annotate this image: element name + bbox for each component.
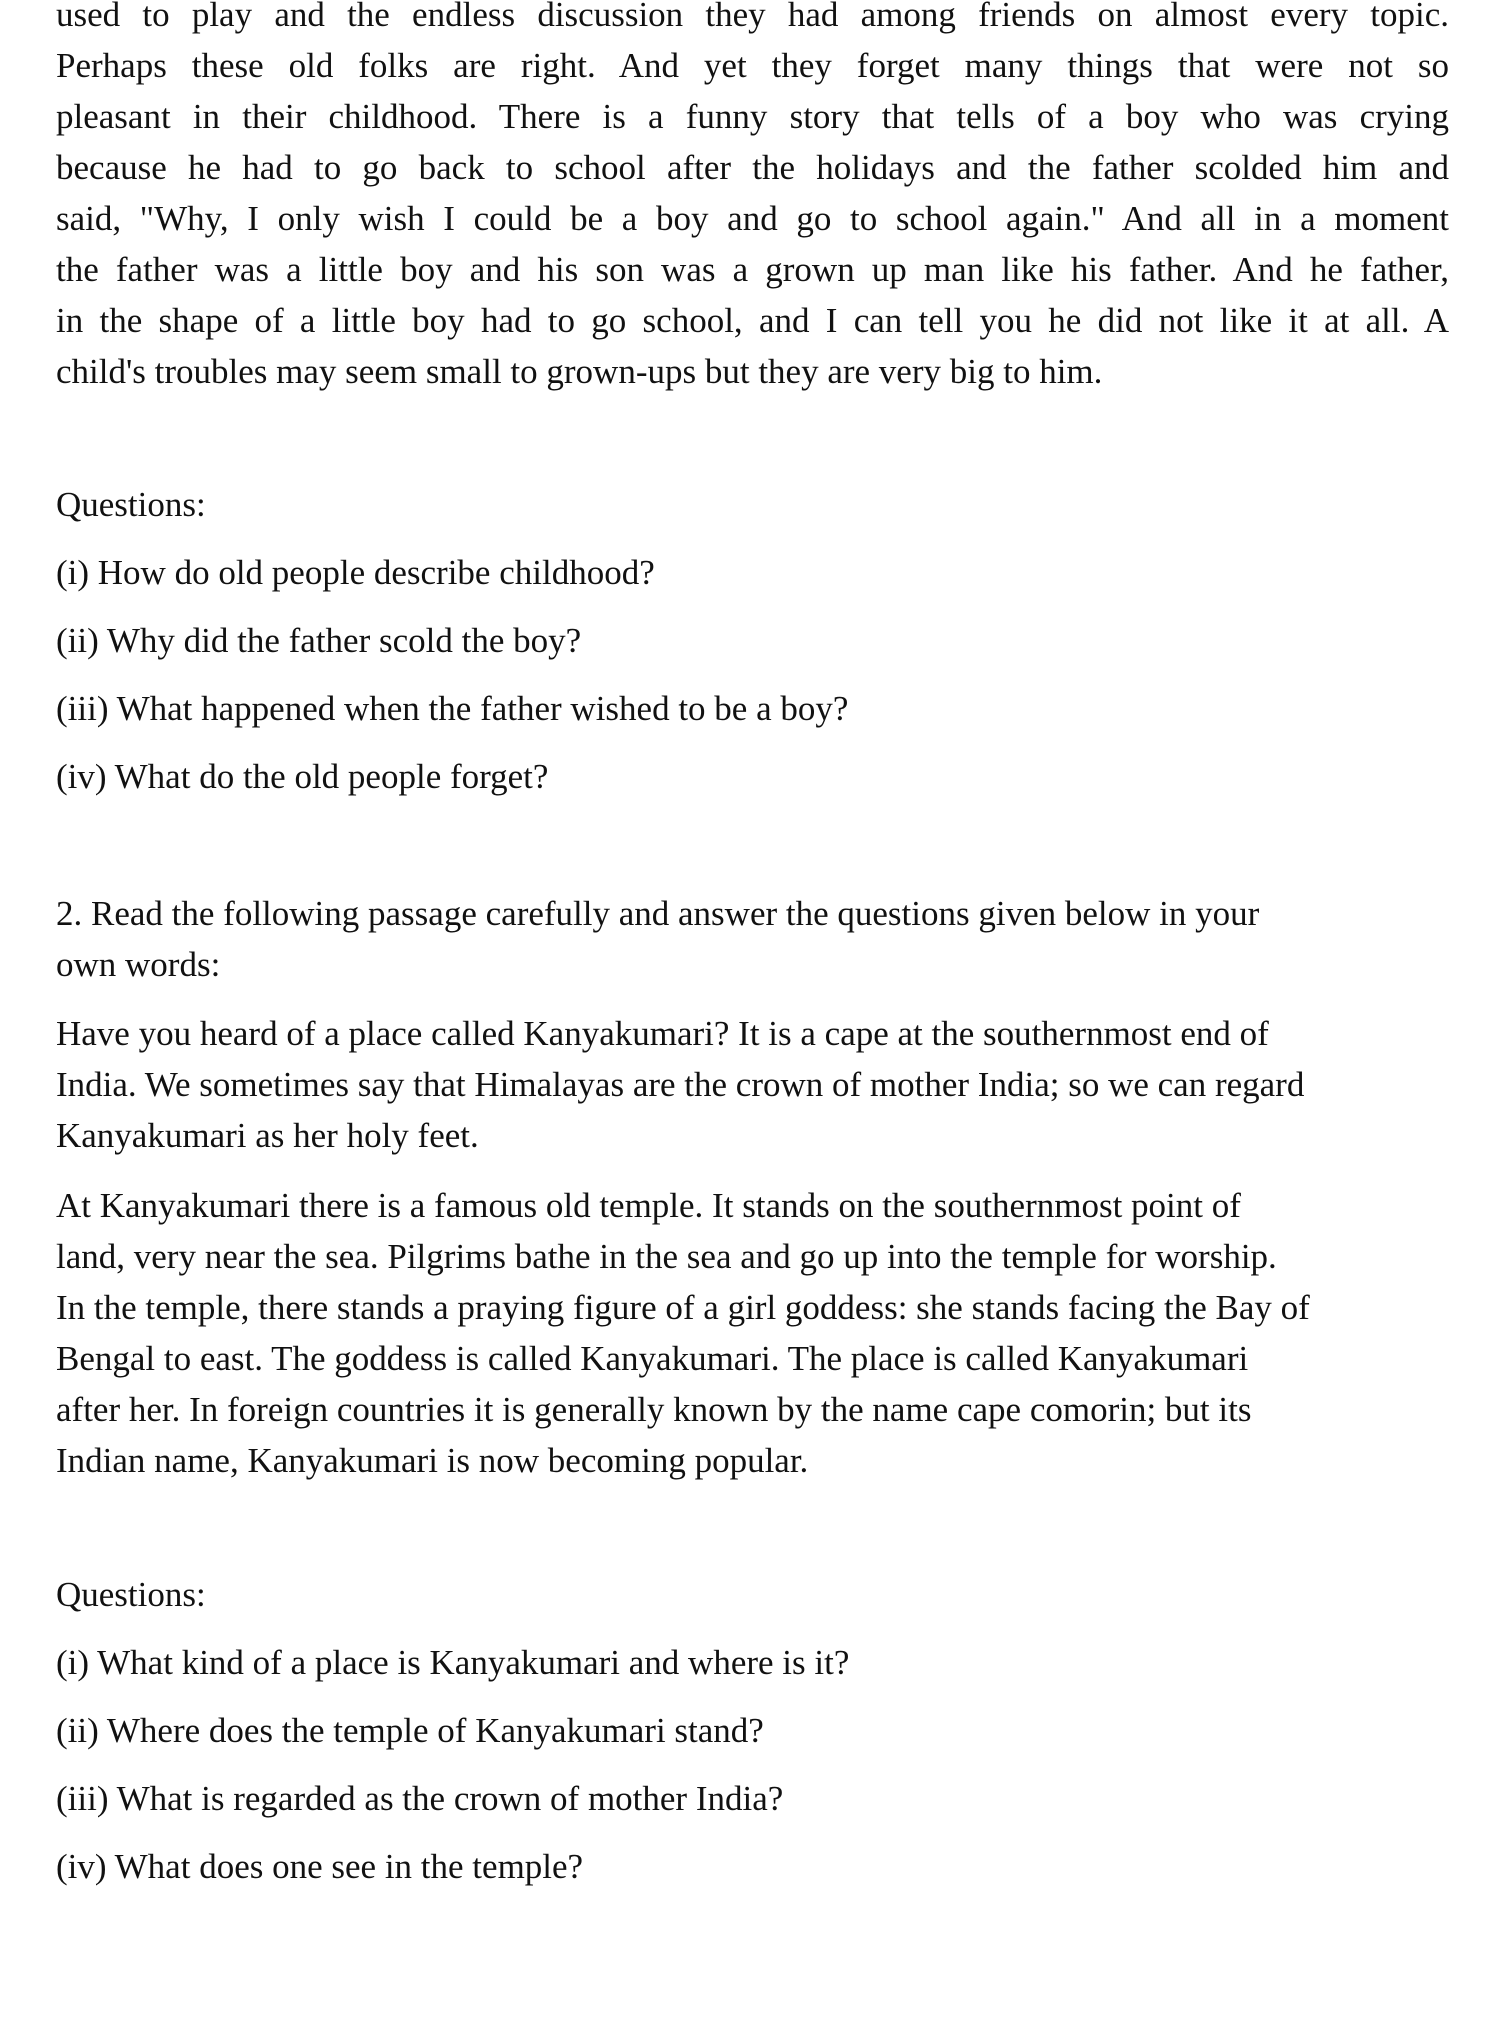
- passage-1: [56, 0, 1449, 397]
- questions-1-heading: Questions:: [56, 485, 206, 524]
- paragraph-line: Kanyakumari as her holy feet.: [56, 1116, 479, 1155]
- paragraph-line: At Kanyakumari there is a famous old temple. It stands on the southernmost point of: [56, 1186, 1241, 1225]
- questions-2-heading: Questions:: [56, 1575, 206, 1614]
- question-item: (iii) What is regarded as the crown of mother India?: [56, 1779, 784, 1818]
- passage-1-line: pleasant in their childhood. There is a funny story that tells of a boy who was crying: [56, 97, 1449, 136]
- passage-1-line: Perhaps these old folks are right. And yet they forget many things that were not so: [56, 46, 1449, 85]
- section-2-instruction: [56, 888, 1449, 990]
- passage-1-line: in the shape of a little boy had to go school, and I can tell you he did not like it at all. A: [56, 301, 1449, 340]
- question-item: (i) How do old people describe childhood?: [56, 553, 655, 592]
- paragraph-line: India. We sometimes say that Himalayas are the crown of mother India; so we can regard: [56, 1065, 1305, 1104]
- question-item: (ii) Where does the temple of Kanyakumari stand?: [56, 1711, 764, 1750]
- passage-1-line: the father was a little boy and his son was a grown up man like his father. And he father,: [56, 250, 1449, 289]
- passage-1-line: child's troubles may seem small to grown-ups but they are very big to him.: [56, 352, 1103, 391]
- paragraph-line: Bengal to east. The goddess is called Kanyakumari. The place is called Kanyakumari: [56, 1339, 1249, 1378]
- question-item: (ii) Why did the father scold the boy?: [56, 621, 582, 660]
- paragraph-line: after her. In foreign countries it is generally known by the name cape comorin; but its: [56, 1390, 1252, 1429]
- passage-1-line: said, "Why, I only wish I could be a boy and go to school again." And all in a moment: [56, 199, 1449, 238]
- instruction-line: 2. Read the following passage carefully and answer the questions given below in your: [56, 894, 1260, 933]
- question-item: (iv) What does one see in the temple?: [56, 1847, 584, 1886]
- question-item: (iv) What do the old people forget?: [56, 757, 549, 796]
- passage-1-line: used to play and the endless discussion they had among friends on almost every topic.: [56, 0, 1449, 34]
- question-item: (i) What kind of a place is Kanyakumari and where is it?: [56, 1643, 850, 1682]
- instruction-line: own words:: [56, 945, 221, 984]
- question-item: (iii) What happened when the father wished to be a boy?: [56, 689, 849, 728]
- paragraph-line: Have you heard of a place called Kanyakumari? It is a cape at the southernmost end of: [56, 1014, 1269, 1053]
- passage-2-paragraph-1: [56, 1008, 1449, 1161]
- paragraph-line: land, very near the sea. Pilgrims bathe in the sea and go up into the temple for worship.: [56, 1237, 1277, 1276]
- passage-2-paragraph-2: [56, 1180, 1449, 1486]
- paragraph-line: In the temple, there stands a praying figure of a girl goddess: she stands facing the Bay of: [56, 1288, 1310, 1327]
- passage-1-line: because he had to go back to school after the holidays and the father scolded him and: [56, 148, 1449, 187]
- paragraph-line: Indian name, Kanyakumari is now becoming popular.: [56, 1441, 809, 1480]
